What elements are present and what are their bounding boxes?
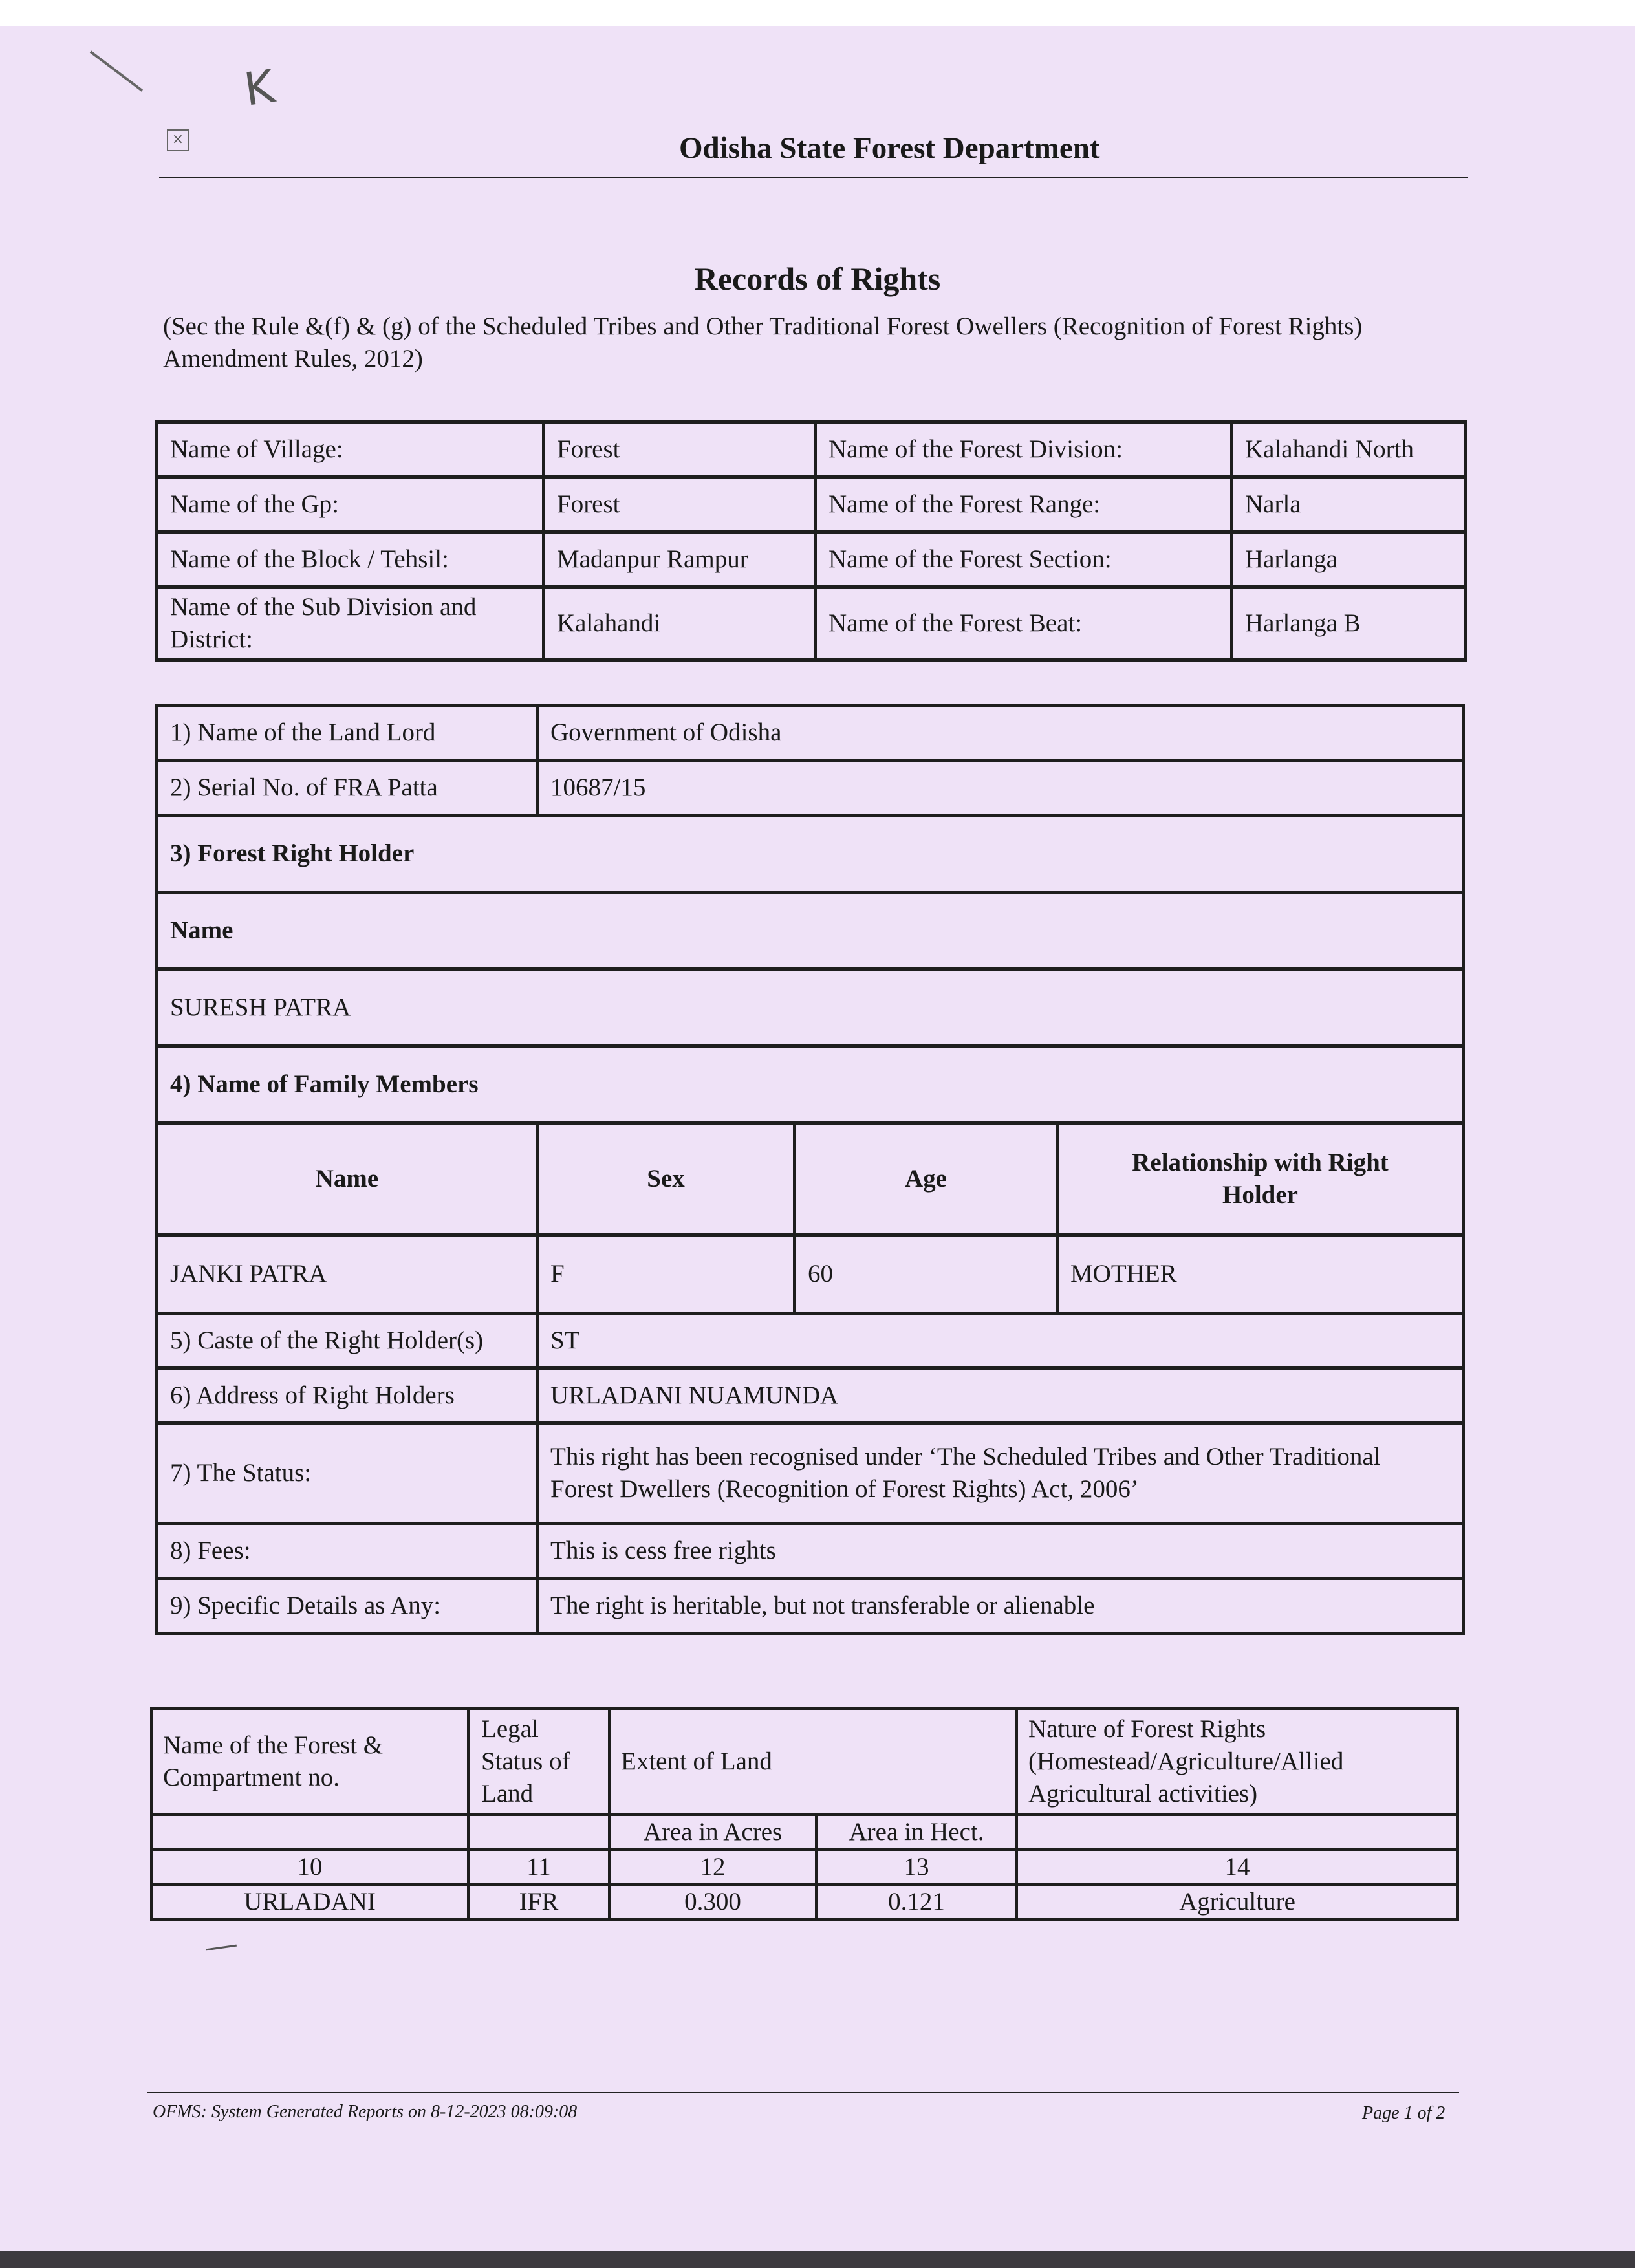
block-value: Madanpur Rampur — [544, 532, 816, 587]
status-value — [537, 1423, 1464, 1524]
forest-range-label: Name of the Forest Range: — [816, 477, 1232, 532]
gp-value: Forest — [544, 477, 816, 532]
column-number: 13 — [816, 1850, 1017, 1885]
location-row — [157, 587, 1466, 660]
legal-status-header: Legal Status of Land — [468, 1709, 609, 1815]
area-hect-header: Area in Hect. — [816, 1815, 1017, 1850]
forest-division-label: Name of the Forest Division: — [816, 422, 1232, 477]
footer-generated: OFMS: System Generated Reports on 8-12-2023 08:09:08 — [153, 2102, 578, 2122]
status-label: 7) The Status: — [157, 1423, 537, 1524]
family-heading: 4) Name of Family Members — [157, 1046, 1464, 1123]
forest-beat-value: Harlanga B — [1232, 587, 1466, 660]
serial-label: 2) Serial No. of FRA Patta — [157, 761, 537, 815]
member-name: JANKI PATRA — [157, 1235, 537, 1313]
block-label: Name of the Block / Tehsil: — [157, 532, 544, 587]
land-lord-value: Government of Odisha — [537, 706, 1464, 761]
forest-range-value: Narla — [1232, 477, 1466, 532]
forest-beat-label: Name of the Forest Beat: — [816, 587, 1232, 660]
forest-section-label: Name of the Forest Section: — [816, 532, 1232, 587]
fees-value: This is cess free rights — [537, 1524, 1464, 1579]
member-relationship: MOTHER — [1057, 1235, 1464, 1313]
gp-label: Name of the Gp: — [157, 477, 544, 532]
column-number: 11 — [468, 1850, 609, 1885]
land-lord-label: 1) Name of the Land Lord — [157, 706, 537, 761]
family-col-relationship: Relationship with Right Holder — [1057, 1123, 1464, 1235]
column-number: 14 — [1017, 1850, 1458, 1885]
family-member-row — [157, 1235, 1464, 1313]
sub-division-value: Kalahandi — [544, 587, 816, 660]
village-label: Name of Village: — [157, 422, 544, 477]
status-line-1: This right has been recognised under ‘The Scheduled Tribes and Other Traditional — [550, 1443, 1381, 1471]
location-table — [155, 420, 1467, 662]
column-number: 12 — [609, 1850, 816, 1885]
forest-name: URLADANI — [151, 1885, 468, 1919]
caste-label: 5) Caste of the Right Holder(s) — [157, 1313, 537, 1368]
empty-cell — [151, 1815, 468, 1850]
document-title: Records of Rights — [694, 261, 941, 297]
column-number: 10 — [151, 1850, 468, 1885]
location-row — [157, 532, 1466, 587]
status-line-2: Forest Dwellers (Recognition of Forest Rights) Act, 2006’ — [550, 1475, 1139, 1503]
holder-name-heading: Name — [157, 892, 1464, 969]
village-value: Forest — [544, 422, 816, 477]
empty-cell — [468, 1815, 609, 1850]
forest-section-value: Harlanga — [1232, 532, 1466, 587]
address-label: 6) Address of Right Holders — [157, 1368, 537, 1423]
forest-compartment-header: Name of the Forest & Compartment no. — [151, 1709, 468, 1815]
holder-heading: 3) Forest Right Holder — [157, 815, 1464, 892]
header-rule — [159, 177, 1468, 178]
empty-cell — [1017, 1815, 1458, 1850]
department-title: Odisha State Forest Department — [679, 131, 1100, 165]
footer-page-number: Page 1 of 2 — [1362, 2103, 1446, 2123]
location-row — [157, 422, 1466, 477]
area-acres-header: Area in Acres — [609, 1815, 816, 1850]
area-hect: 0.121 — [816, 1885, 1017, 1919]
address-value: URLADANI NUAMUNDA — [537, 1368, 1464, 1423]
area-acres: 0.300 — [609, 1885, 816, 1919]
holder-name: SURESH PATRA — [157, 969, 1464, 1046]
member-age: 60 — [795, 1235, 1057, 1313]
specific-details-label: 9) Specific Details as Any: — [157, 1579, 537, 1634]
land-row — [151, 1885, 1458, 1919]
handwritten-mark: K — [241, 59, 278, 116]
legal-status: IFR — [468, 1885, 609, 1919]
extent-header: Extent of Land — [609, 1709, 1017, 1815]
scan-bottom-edge — [0, 2251, 1635, 2268]
land-table — [150, 1707, 1459, 1921]
forest-division-value: Kalahandi North — [1232, 422, 1466, 477]
nature-header: Nature of Forest Rights (Homestead/Agriculture/Allied Agricultural activities) — [1017, 1709, 1458, 1815]
serial-value: 10687/15 — [537, 761, 1464, 815]
member-sex: F — [537, 1235, 795, 1313]
family-col-sex: Sex — [537, 1123, 795, 1235]
location-row — [157, 477, 1466, 532]
footer-rule — [147, 2092, 1459, 2093]
specific-details-value: The right is heritable, but not transferable or alienable — [537, 1579, 1464, 1634]
family-col-name: Name — [157, 1123, 537, 1235]
nature-of-rights: Agriculture — [1017, 1885, 1458, 1919]
scan-top-edge — [0, 0, 1635, 26]
caste-value: ST — [537, 1313, 1464, 1368]
document-subtitle: (Sec the Rule &(f) & (g) of the Scheduled Tribes and Other Traditional Forest Owellers (Recognition of Forest Rights) Amendment Rules, 2012) — [163, 312, 1363, 373]
broken-image-icon: × — [167, 129, 189, 151]
rights-record-table — [155, 704, 1465, 1635]
fees-label: 8) Fees: — [157, 1524, 537, 1579]
family-col-age: Age — [795, 1123, 1057, 1235]
sub-division-label: Name of the Sub Division and District: — [157, 587, 544, 660]
